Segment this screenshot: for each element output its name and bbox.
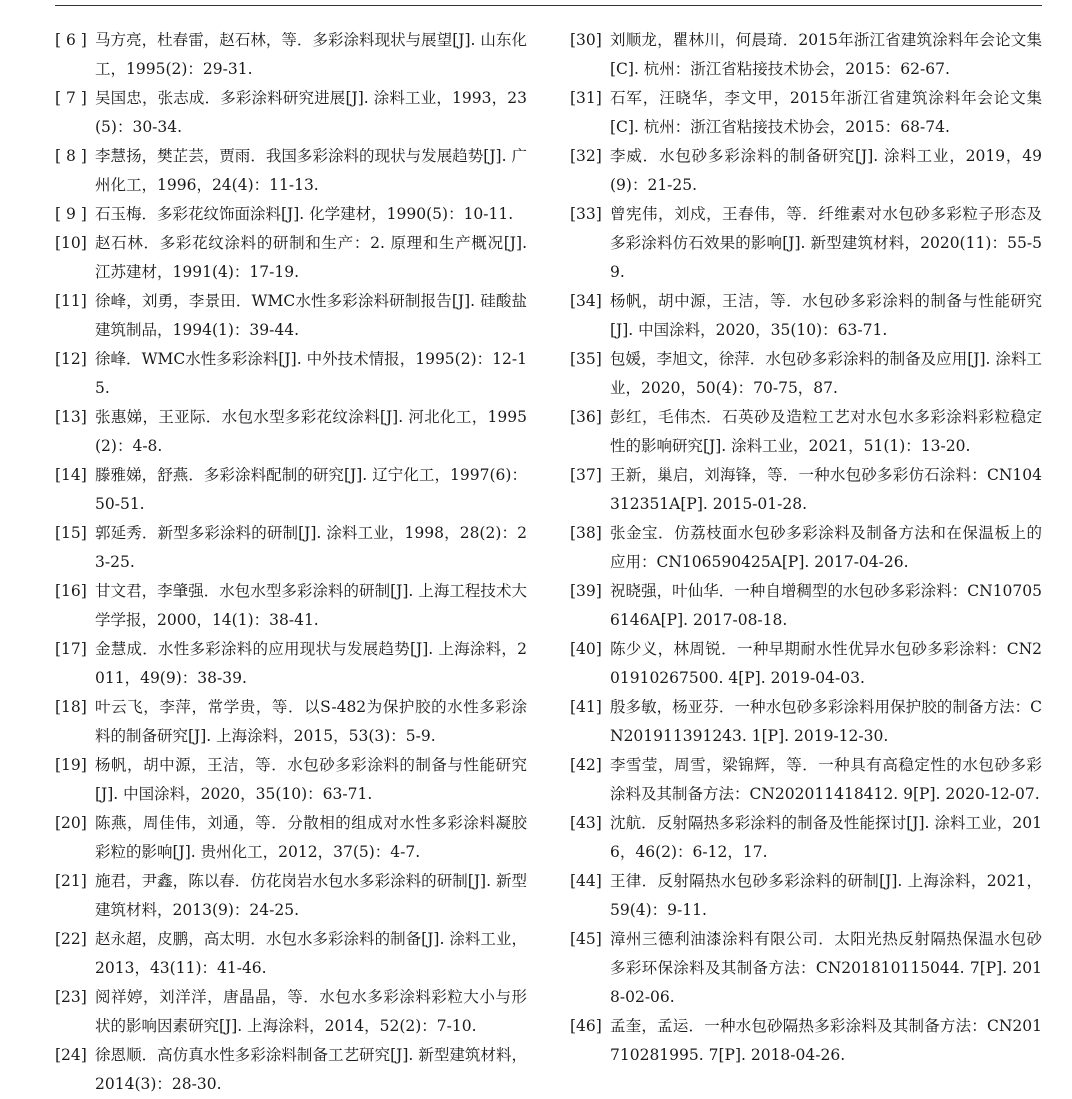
reference-entry [55, 26, 527, 84]
reference-number: [31] [570, 89, 602, 107]
reference-number: [20] [55, 814, 87, 832]
reference-entry [570, 345, 1042, 403]
reference-number: [36] [570, 408, 602, 426]
top-rule [55, 5, 1042, 6]
reference-column-right [570, 26, 1042, 1070]
reference-number: [ 6 ] [55, 31, 87, 49]
reference-text: 郭延秀．新型多彩涂料的研制[J]. 涂料工业，1998，28(2)：23-25. [95, 524, 527, 571]
reference-number: [46] [570, 1017, 602, 1035]
reference-entry [570, 925, 1042, 1012]
reference-text: 徐峰，刘勇，李景田．WMC水性多彩涂料研制报告[J]. 硅酸盐建筑制品，1994(1)：39-44. [95, 292, 527, 339]
reference-entry [570, 635, 1042, 693]
reference-text: 殷多敏，杨亚芬．一种水包砂多彩涂料用保护胶的制备方法：CN201911391243. 1[P]. 2019-12-30. [610, 698, 1042, 745]
reference-entry [55, 84, 527, 142]
reference-entry [570, 84, 1042, 142]
reference-entry [570, 867, 1042, 925]
reference-entry [55, 142, 527, 200]
reference-number: [33] [570, 205, 602, 223]
reference-text: 包媛，李旭文，徐萍．水包砂多彩涂料的制备及应用[J]. 涂料工业，2020，50(4)：70-75，87. [610, 350, 1042, 397]
reference-text: 甘文君，李肇强．水包水型多彩涂料的研制[J]. 上海工程技术大学学报，2000，14(1)：38-41. [95, 582, 527, 629]
reference-number: [15] [55, 524, 87, 542]
reference-text: 赵石林．多彩花纹涂料的研制和生产：2. 原理和生产概况[J]. 江苏建材，1991(4)：17-19. [95, 234, 527, 281]
reference-text: 陈少义，林周锐．一种早期耐水性优异水包砂多彩涂料：CN201910267500. 4[P]. 2019-04-03. [610, 640, 1042, 687]
reference-text: 徐恩顺．高仿真水性多彩涂料制备工艺研究[J]. 新型建筑材料，2014(3)：28-30. [95, 1046, 527, 1093]
reference-text: 赵永超，皮鹏，高太明．水包水多彩涂料的制备[J]. 涂料工业，2013，43(11)：41-46. [95, 930, 527, 977]
reference-entry [55, 461, 527, 519]
reference-number: [10] [55, 234, 87, 252]
reference-entry [570, 751, 1042, 809]
reference-text: 王新，巢启，刘海锋，等．一种水包砂多彩仿石涂料：CN104312351A[P]. 2015-01-28. [610, 466, 1042, 513]
reference-number: [34] [570, 292, 602, 310]
reference-text: 张惠娣，王亚际．水包水型多彩花纹涂料[J]. 河北化工，1995(2)：4-8. [95, 408, 527, 455]
reference-entry [55, 577, 527, 635]
reference-number: [ 8 ] [55, 147, 87, 165]
reference-number: [ 7 ] [55, 89, 87, 107]
reference-entry [55, 287, 527, 345]
reference-number: [14] [55, 466, 87, 484]
reference-text: 石玉梅．多彩花纹饰面涂料[J]. 化学建材，1990(5)：10-11. [95, 205, 514, 223]
reference-number: [35] [570, 350, 602, 368]
reference-entry [570, 142, 1042, 200]
reference-text: 马方亮，杜春雷，赵石林，等．多彩涂料现状与展望[J]. 山东化工，1995(2)：29-31. [95, 31, 527, 78]
reference-text: 孟奎，孟运．一种水包砂隔热多彩涂料及其制备方法：CN201710281995. 7[P]. 2018-04-26. [610, 1017, 1042, 1064]
reference-entry [55, 229, 527, 287]
reference-text: 石军，汪晓华，李文甲，2015年浙江省建筑涂料年会论文集[C]. 杭州：浙江省粘接技术协会，2015：68-74. [610, 89, 1042, 136]
reference-number: [38] [570, 524, 602, 542]
reference-number: [41] [570, 698, 602, 716]
reference-number: [16] [55, 582, 87, 600]
reference-text: 陈燕，周佳伟，刘通，等．分散相的组成对水性多彩涂料凝胶彩粒的影响[J]. 贵州化工，2012，37(5)：4-7. [95, 814, 527, 861]
reference-entry [55, 519, 527, 577]
reference-text: 祝晓强，叶仙华．一种自增稠型的水包砂多彩涂料：CN107056146A[P]. 2017-08-18. [610, 582, 1042, 629]
reference-number: [13] [55, 408, 87, 426]
reference-number: [40] [570, 640, 602, 658]
reference-number: [21] [55, 872, 87, 890]
reference-text: 金慧成．水性多彩涂料的应用现状与发展趋势[J]. 上海涂料，2011，49(9)：38-39. [95, 640, 527, 687]
reference-text: 杨帆，胡中源，王洁，等．水包砂多彩涂料的制备与性能研究[J]. 中国涂料，2020，35(10)：63-71. [95, 756, 527, 803]
reference-text: 曾宪伟，刘戍，王春伟，等．纤维素对水包砂多彩粒子形态及多彩涂料仿石效果的影响[J]. 新型建筑材料，2020(11)：55-59. [610, 205, 1042, 281]
reference-text: 李威．水包砂多彩涂料的制备研究[J]. 涂料工业，2019，49(9)：21-25. [610, 147, 1042, 194]
reference-text: 张金宝．仿荔枝面水包砂多彩涂料及制备方法和在保温板上的应用：CN106590425A[P]. 2017-04-26. [610, 524, 1042, 571]
reference-entry [55, 403, 527, 461]
reference-number: [24] [55, 1046, 87, 1064]
reference-number: [42] [570, 756, 602, 774]
reference-number: [22] [55, 930, 87, 948]
reference-number: [39] [570, 582, 602, 600]
reference-column-left [55, 26, 527, 1099]
reference-number: [45] [570, 930, 602, 948]
reference-entry [570, 809, 1042, 867]
reference-text: 李慧扬，樊芷芸，贾雨．我国多彩涂料的现状与发展趋势[J]. 广州化工，1996，24(4)：11-13. [95, 147, 527, 194]
reference-number: [44] [570, 872, 602, 890]
reference-number: [23] [55, 988, 87, 1006]
reference-entry [55, 200, 527, 229]
reference-text: 叶云飞，李萍，常学贵，等．以S-482为保护胶的水性多彩涂料的制备研究[J]. 上海涂料，2015，53(3)：5-9. [95, 698, 527, 745]
reference-entry [55, 693, 527, 751]
reference-text: 李雪莹，周雪，梁锦辉，等．一种具有高稳定性的水包砂多彩涂料及其制备方法：CN202011418412. 9[P]. 2020-12-07. [610, 756, 1042, 803]
reference-entry [570, 200, 1042, 287]
reference-entry [55, 983, 527, 1041]
reference-number: [18] [55, 698, 87, 716]
reference-text: 刘顺龙，瞿林川，何晨琦．2015年浙江省建筑涂料年会论文集[C]. 杭州：浙江省粘接技术协会，2015：62-67. [610, 31, 1042, 78]
reference-text: 滕雅娣，舒燕．多彩涂料配制的研究[J]. 辽宁化工，1997(6)：50-51. [95, 466, 527, 513]
reference-entry [55, 345, 527, 403]
reference-number: [11] [55, 292, 87, 310]
reference-number: [19] [55, 756, 87, 774]
reference-text: 吴国忠，张志成．多彩涂料研究进展[J]. 涂料工业，1993，23(5)：30-34. [95, 89, 527, 136]
reference-number: [12] [55, 350, 87, 368]
reference-text: 阅祥婷，刘洋洋，唐晶晶，等．水包水多彩涂料彩粒大小与形状的影响因素研究[J]. 上海涂料，2014，52(2)：7-10. [95, 988, 527, 1035]
reference-entry [570, 287, 1042, 345]
reference-text: 彭红，毛伟杰．石英砂及造粒工艺对水包水多彩涂料彩粒稳定性的影响研究[J]. 涂料工业，2021，51(1)：13-20. [610, 408, 1042, 455]
reference-number: [43] [570, 814, 602, 832]
reference-entry [570, 461, 1042, 519]
reference-entry [570, 26, 1042, 84]
reference-number: [17] [55, 640, 87, 658]
reference-text: 施君，尹鑫，陈以春．仿花岗岩水包水多彩涂料的研制[J]. 新型建筑材料，2013(9)：24-25. [95, 872, 527, 919]
reference-entry [55, 1041, 527, 1099]
reference-entry [55, 809, 527, 867]
reference-entry [570, 403, 1042, 461]
reference-entry [570, 693, 1042, 751]
reference-text: 杨帆，胡中源，王洁，等．水包砂多彩涂料的制备与性能研究[J]. 中国涂料，2020，35(10)：63-71. [610, 292, 1042, 339]
reference-text: 徐峰．WMC水性多彩涂料[J]. 中外技术情报，1995(2)：12-15. [95, 350, 527, 397]
reference-entry [55, 867, 527, 925]
reference-number: [ 9 ] [55, 205, 87, 223]
reference-entry [55, 635, 527, 693]
reference-text: 王律．反射隔热水包砂多彩涂料的研制[J]. 上海涂料，2021，59(4)：9-11. [610, 872, 1042, 919]
reference-number: [30] [570, 31, 602, 49]
reference-entry [570, 1012, 1042, 1070]
reference-number: [32] [570, 147, 602, 165]
reference-number: [37] [570, 466, 602, 484]
reference-entry [55, 925, 527, 983]
reference-entry [570, 519, 1042, 577]
reference-text: 沈航．反射隔热多彩涂料的制备及性能探讨[J]. 涂料工业，2016，46(2)：6-12，17. [610, 814, 1042, 861]
reference-entry [570, 577, 1042, 635]
reference-text: 漳州三德利油漆涂料有限公司．太阳光热反射隔热保温水包砂多彩环保涂料及其制备方法：CN201810115044. 7[P]. 2018-02-06. [610, 930, 1042, 1006]
reference-entry [55, 751, 527, 809]
